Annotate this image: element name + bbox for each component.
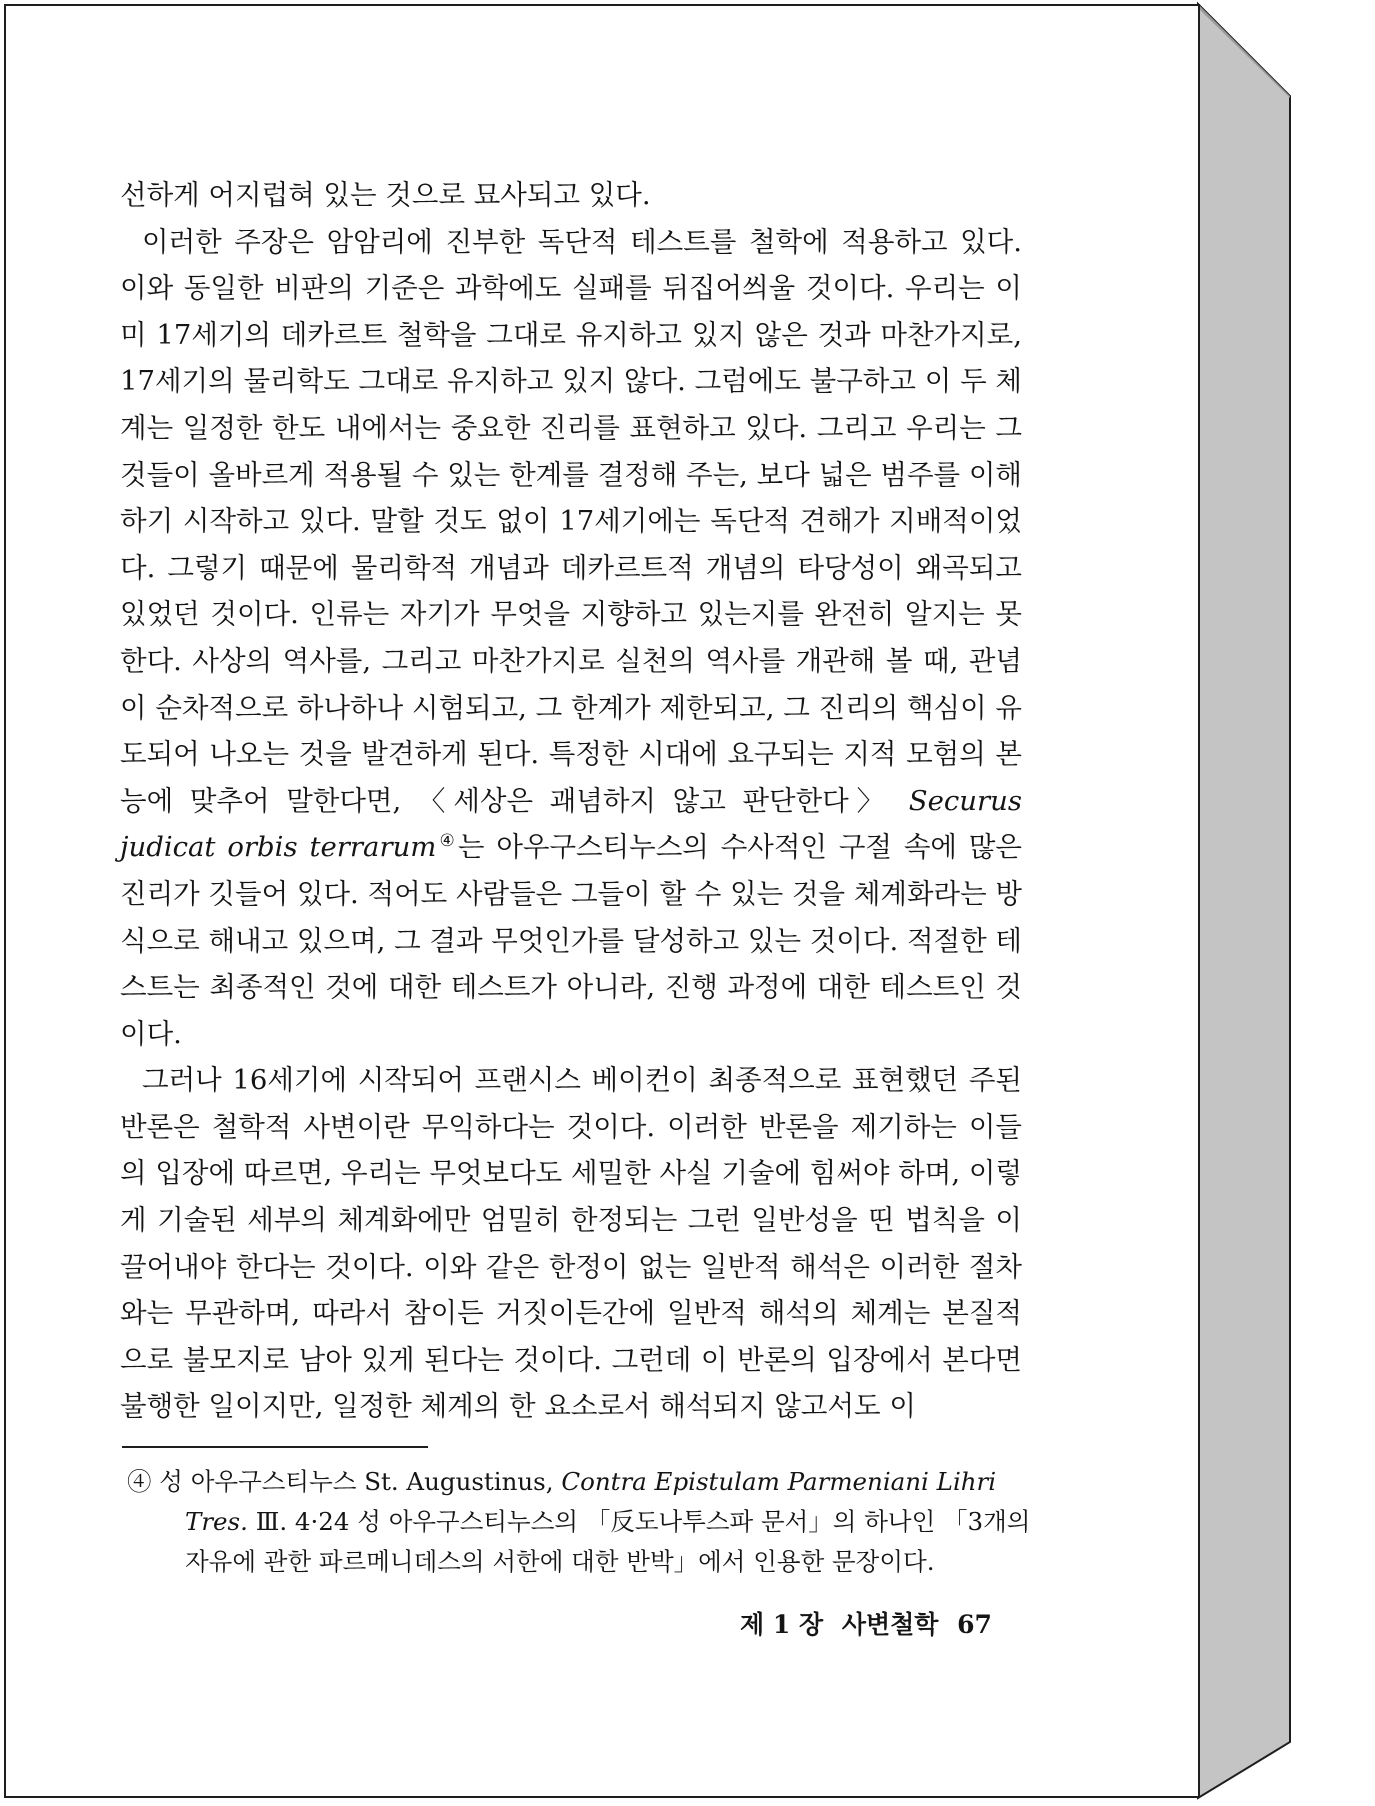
page-number: 67 [957, 1610, 992, 1639]
page-footer [740, 1605, 1002, 1641]
chapter-title: 사변철학 [841, 1610, 939, 1639]
paragraph-1: 선하게 어지럽혀 있는 것으로 묘사되고 있다. [120, 179, 651, 211]
footnote-line-3: 자유에 관한 파르메니데스의 서한에 대한 반박」에서 인용한 문장이다. [185, 1547, 935, 1576]
chapter-label: 제 1 장 [740, 1610, 824, 1639]
footnote [127, 1462, 1031, 1582]
paragraph-3: 그러나 16세기에 시작되어 프랜시스 베이컨이 최종적으로 표현했던 주된 반론은 철학적 사변이란 무익하다는 것이다. 이러한 반론을 제기하는 이들의 입장에 따르면, 우리는 무엇보다도 세밀한 사실 기술에 힘써야 하며, 이렇게 기술된 세부의 체계화에만 엄밀히 한정되는 그런 일반성을 띤 법칙을 이끌어내야 한다는 것이다. 이와 같은 한정이 없는 일반적 해석은 이러한 절차와는 무관하며, 따라서 참이든 거짓이든간에 일반적 해석의 체계는 본질적으로 불모지로 남아 있게 된다는 것이다. 그런데 이 반론의 입장에서 본다면 불행한 일이지만, 일정한 체계의 한 요소로서 해석되지 않고서도 이 [120, 1064, 1022, 1423]
paragraph-2 [120, 219, 1022, 1058]
footnote-line-1: ④ 성 아우구스티누스 St. Augustinus, Contra Epistulam Parmeniani Lihri [127, 1467, 997, 1496]
footnote-marker: ④ [127, 1467, 152, 1496]
main-text [120, 172, 1022, 1430]
footnote-rule [122, 1446, 428, 1448]
paragraph-2-text: 이러한 주장은 암암리에 진부한 독단적 테스트를 철학에 적용하고 있다. 이와 동일한 비판의 기준은 과학에도 실패를 뒤집어씌울 것이다. 우리는 이미 17세기의 데카르트 철학을 그대로 유지하고 있지 않은 것과 마찬가지로, 17세기의 물리학도 그대로 유지하고 있지 않다. 그럼에도 불구하고 이 두 체계는 일정한 한도 내에서는 중요한 진리를 표현하고 있다. 그리고 우리는 그것들이 올바르게 적용될 수 있는 한계를 결정해 주는, 보다 넓은 범주를 이해하기 시작하고 있다. 말할 것도 없이 17세기에는 독단적 견해가 지배적이었다. 그렇기 때문에 물리학적 개념과 데카르트적 개념의 타당성이 왜곡되고 있었던 것이다. 인류는 자기가 무엇을 지향하고 있는지를 완전히 알지는 못한다. 사상의 역사를, 그리고 마찬가지로 실천의 역사를 개관해 볼 때, 관념이 순차적으로 하나하나 시험되고, 그 한계가 제한되고, 그 진리의 핵심이 유도되어 나오는 것을 발견하게 된다. 특정한 시대에 요구되는 지적 모험의 본능에 맞추어 말한다면, 〈세상은 괘념하지 않고 판단한다〉 [120, 225, 1022, 817]
footnote-ref: ④ [436, 831, 458, 852]
paragraph-2-text-cont: 는 아우구스티누스의 수사적인 구절 속에 많은 진리가 깃들어 있다. 적어도 사람들은 그들이 할 수 있는 것을 체계화라는 방식으로 해내고 있으며, 그 결과 무엇인가를 달성하고 있는 것이다. 적절한 테스트는 최종적인 것에 대한 테스트가 아니라, 진행 과정에 대한 테스트인 것이다. [120, 831, 1022, 1050]
latin-phrase: Securus judicat orbis terrarum [120, 784, 1022, 864]
footnote-line-2: Tres. Ⅲ. 4·24 성 아우구스티누스의 「反도나투스파 문서」의 하나인 「3개의 [185, 1507, 1031, 1536]
